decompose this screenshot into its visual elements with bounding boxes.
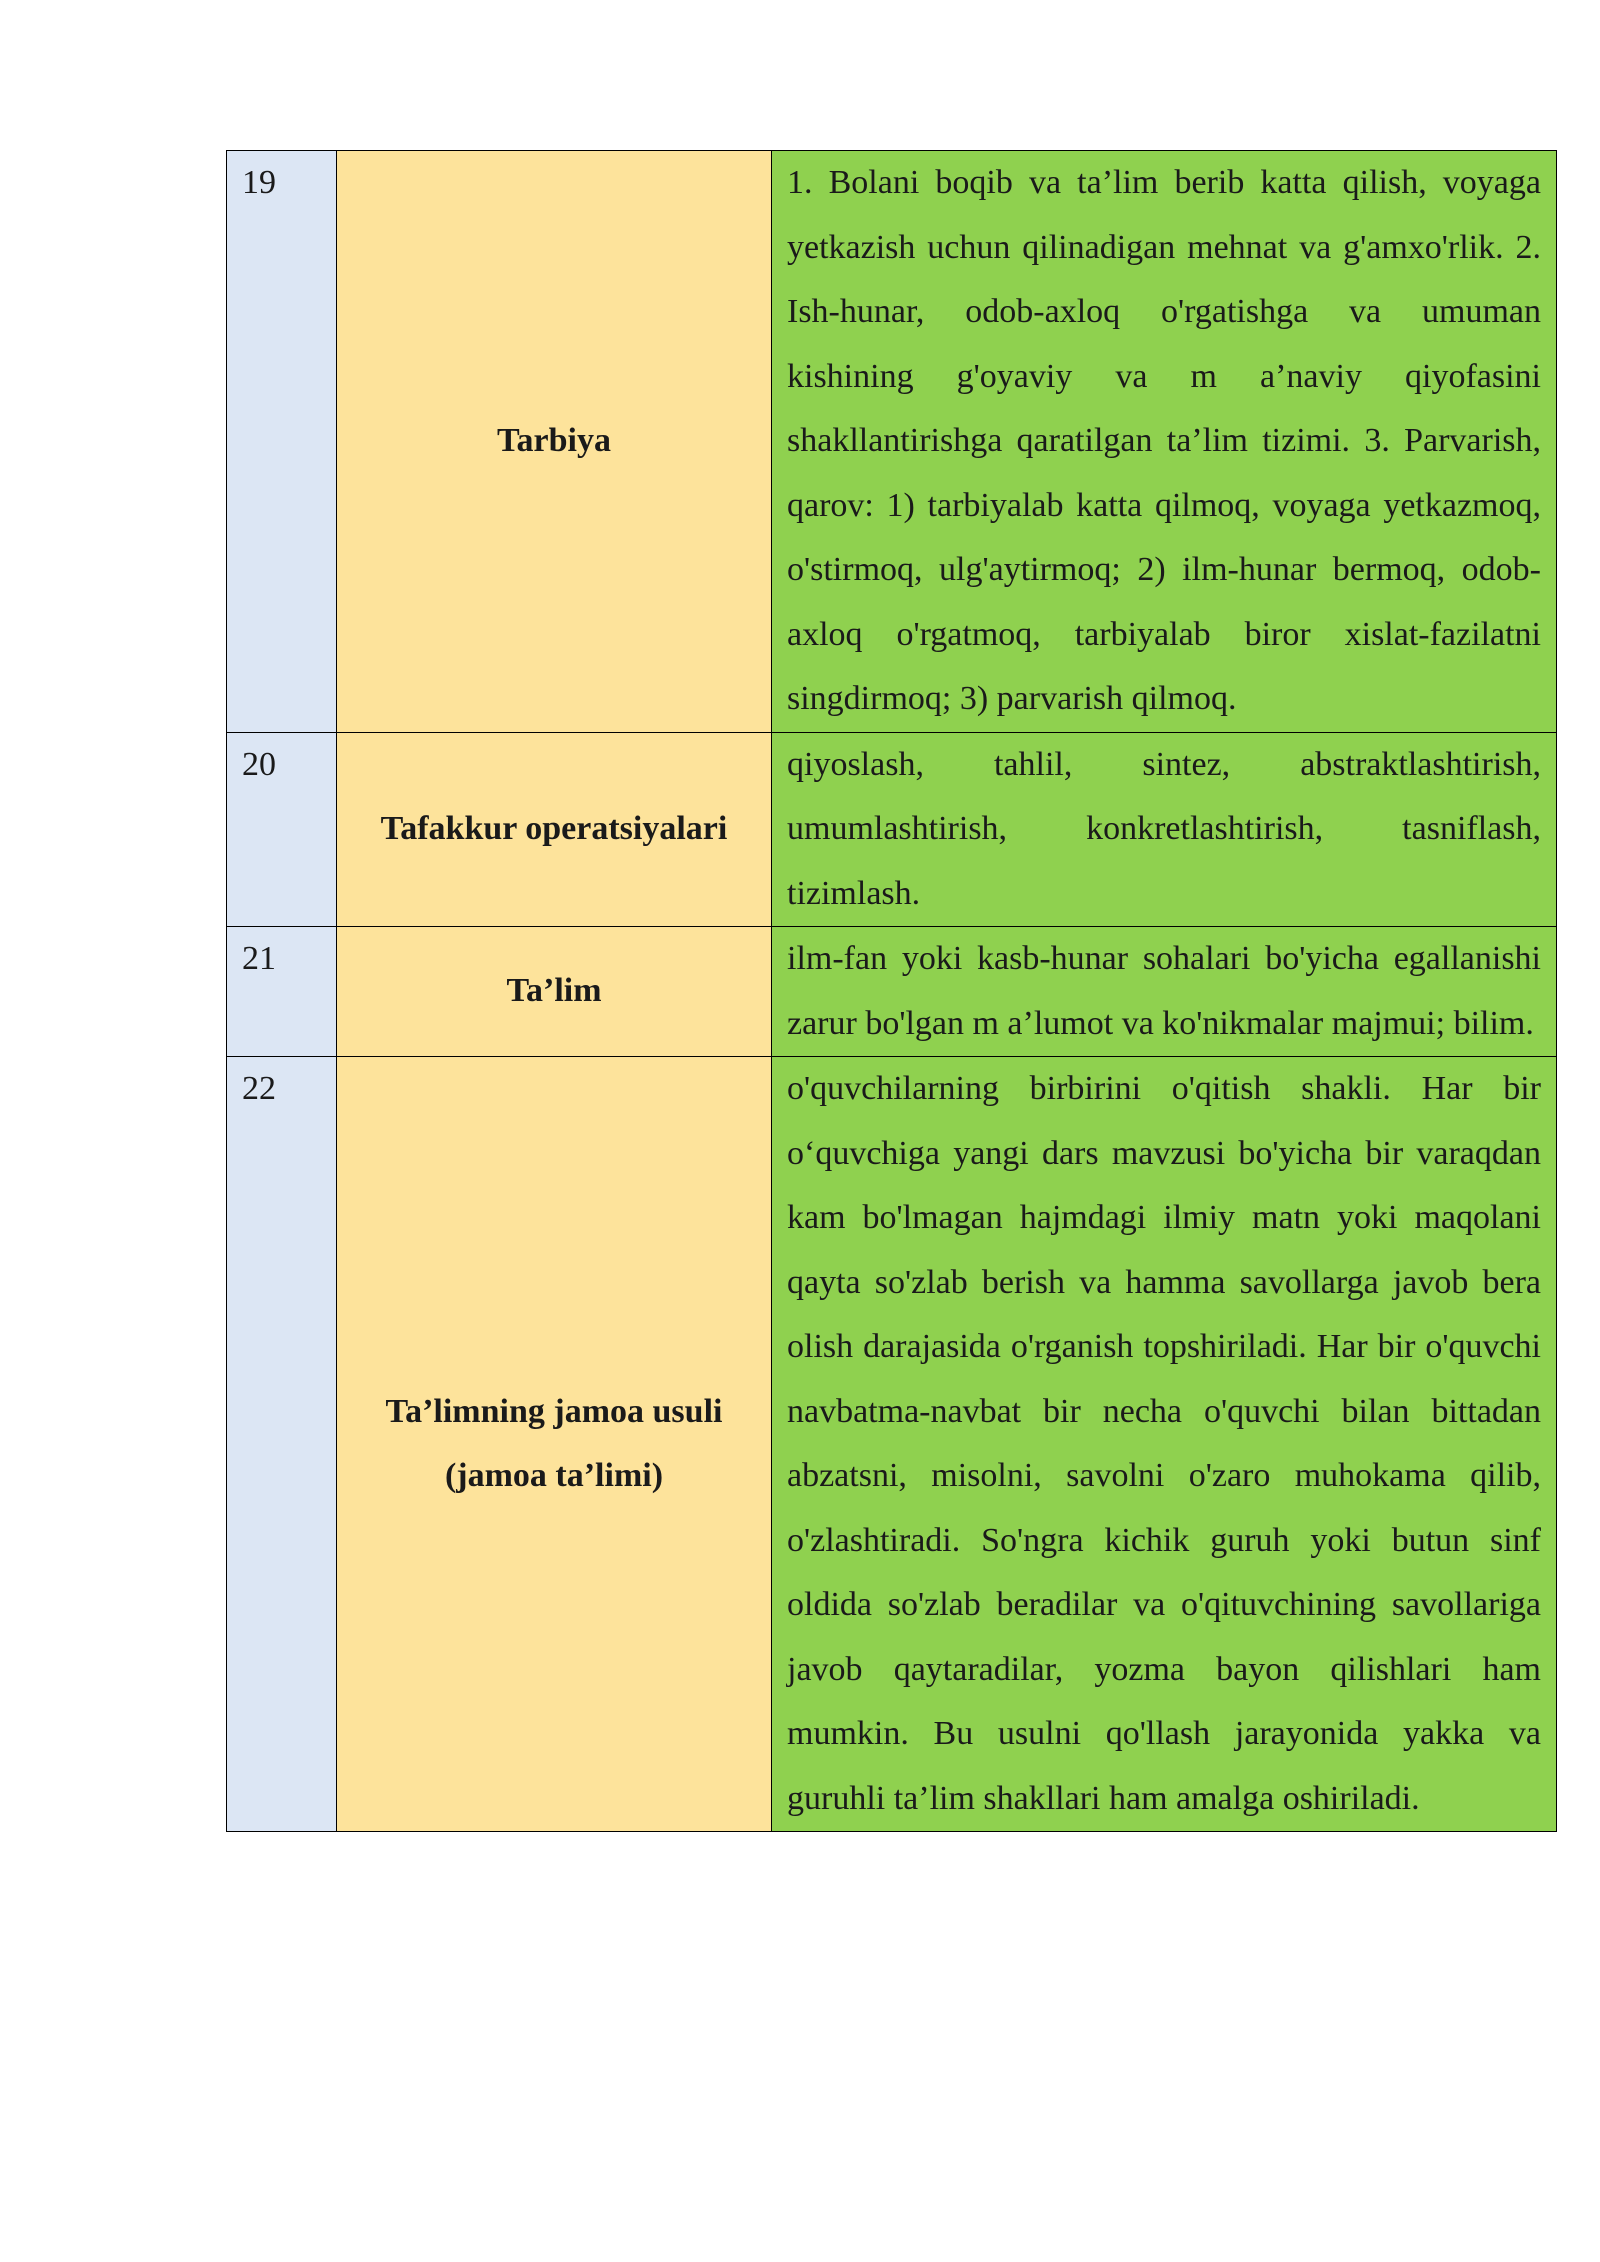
definition-cell: qiyoslash, tahlil, sintez, abstraktlashtirish, umumlashtirish, konkretlashtirish, tasniflash, tizimlash. <box>772 732 1557 927</box>
row-number: 21 <box>227 927 337 1057</box>
table-row <box>227 151 1557 733</box>
table-row <box>227 1057 1557 1832</box>
definition-cell: 1. Bolani boqib va ta’lim berib katta qilish, voyaga yetkazish uchun qilinadigan mehnat va g'amxo'rlik. 2. Ish-hunar, odob-axloq o'rgatishga va umuman kishining g'oyaviy va m a’naviy qiyofasini shakllantirishga qaratilgan ta’lim tizimi. 3. Parvarish, qarov: 1) tarbiyalab katta qilmoq, voyaga yetkazmoq, o'stirmoq, ulg'aytirmoq; 2) ilm-hunar bermoq, odob-axloq o'rgatmoq, tarbiyalab biror xislat-fazilatni singdirmoq; 3) parvarish qilmoq. <box>772 151 1557 733</box>
table-row <box>227 927 1557 1057</box>
definition-cell: ilm-fan yoki kasb-hunar sohalari bo'yicha egallanishi zarur bo'lgan m a’lumot va ko'nikmalar majmui; bilim. <box>772 927 1557 1057</box>
definition-cell: o'quvchilarning birbirini o'qitish shakli. Har bir o‘quvchiga yangi dars mavzusi bo'yicha bir varaqdan kam bo'lmagan hajmdagi ilmiy matn yoki maqolani qayta so'zlab berish va hamma savollarga javob bera olish darajasida o'rganish topshiriladi. Har bir o'quvchi navbatma-navbat bir necha o'quvchi bilan bittadan abzatsni, misolni, savolni o'zaro muhokama qilib, o'zlashtiradi. So'ngra kichik guruh yoki butun sinf oldida so'zlab beradilar va o'qituvchining savollariga javob qaytaradilar, yozma bayon qilishlari ham mumkin. Bu usulni qo'llash jarayonida yakka va guruhli ta’lim shakllari ham amalga oshiriladi. <box>772 1057 1557 1832</box>
glossary-table <box>226 150 1557 1832</box>
term-cell: Tarbiya <box>337 151 772 733</box>
row-number: 20 <box>227 732 337 927</box>
term-cell: Ta’lim <box>337 927 772 1057</box>
term-cell: Ta’limning jamoa usuli (jamoa ta’limi) <box>337 1057 772 1832</box>
table-row <box>227 732 1557 927</box>
term-cell: Tafakkur operatsiyalari <box>337 732 772 927</box>
row-number: 19 <box>227 151 337 733</box>
row-number: 22 <box>227 1057 337 1832</box>
